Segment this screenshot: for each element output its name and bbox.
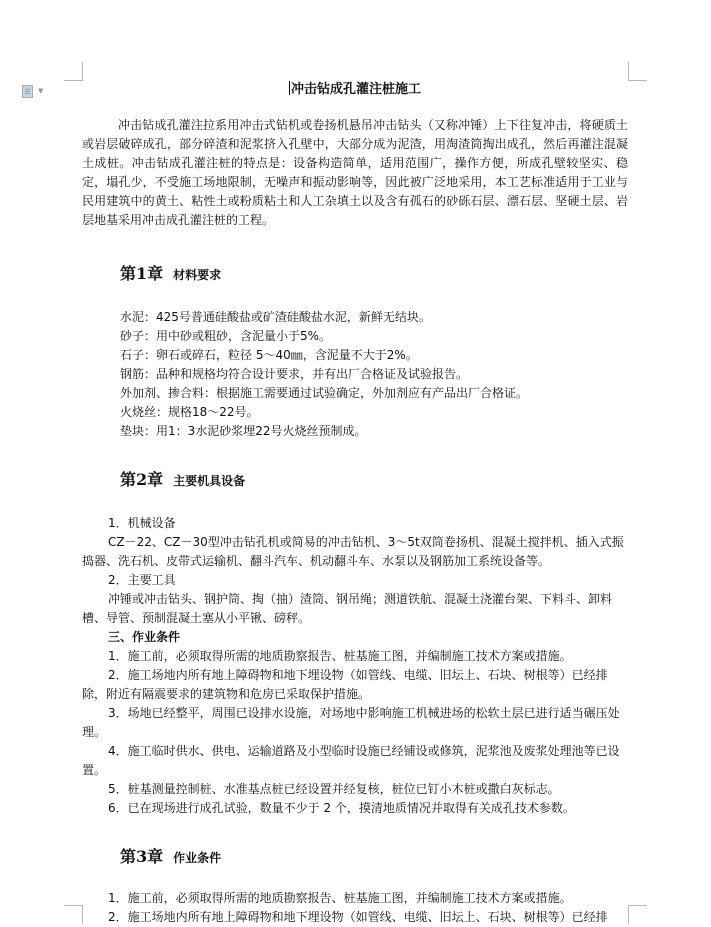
list-item: 火烧丝：规格18～22号。: [120, 405, 259, 419]
page-corner-mark: [64, 905, 83, 924]
list-item: 3．场地已经整平，周围已设排水设施，对场地中影响施工机械进场的松软土层已进行适当碾压处理。: [82, 706, 620, 739]
chevron-down-icon: ▼: [38, 87, 44, 95]
text-cursor: [289, 81, 290, 95]
page-corner-mark: [628, 62, 647, 81]
title-text: 冲击钻成孔灌注桩施工: [290, 82, 421, 97]
list-item: 垫块：用1：3水泥砂浆埋22号火烧丝预制成。: [120, 424, 367, 438]
list-item: 1．施工前，必须取得所需的地质勘察报告、桩基施工图，并编制施工技术方案或措施。: [108, 649, 572, 663]
subheading: 2．主要工具: [108, 573, 176, 587]
list-item: 钢筋：品种和规格均符合设计要求，并有出厂合格证及试验报告。: [120, 367, 469, 381]
chapter-number: 第2章: [120, 470, 164, 489]
list-item: 外加剂、掺合料：根据施工需要通过试验确定，外加剂应有产品出厂合格证。: [120, 386, 529, 400]
chapter-number: 第3章: [120, 847, 164, 866]
page-corner-mark: [628, 905, 647, 924]
document-menu-button[interactable]: [22, 84, 52, 98]
list-item: 6．已在现场进行成孔试验，数量不少于 2 个，摸清地质情况并取得有关成孔技术参数。: [108, 801, 575, 815]
chapter-1-heading: [82, 261, 628, 284]
subheading: 三、作业条件: [108, 630, 181, 644]
materials-list: [82, 308, 628, 441]
list-item: 砂子：用中砂或粗砂，含泥量小于5%。: [120, 329, 332, 343]
list-item: 1．施工前，必须取得所需的地质勘察报告、桩基施工图，并编制施工技术方案或措施。: [108, 891, 572, 905]
list-item: 2．施工场地内所有地上障碍物和地下埋设物（如管线、电缆、旧坛上、石块、树根等）已经排: [108, 910, 608, 924]
list-item: 2．施工场地内所有地上障碍物和地下埋设物（如管线、电缆、旧坛上、石块、树根等）已经排除，附近有隔震要求的建筑物和危房已采取保护措施。: [82, 668, 608, 701]
chapter-2-heading: [82, 467, 628, 490]
list-item: 石子：卵石或碎石，粒径 5～40㎜，含泥量不大于2%。: [120, 348, 418, 362]
list-item: 水泥：425号普通硅酸盐或矿渣硅酸盐水泥，新鲜无结块。: [120, 310, 431, 324]
paragraph: CZ－22、CZ－30型冲击钻孔机或简易的冲击钻机、3～5t双筒卷扬机、混凝土搅拌机、插入式振捣器、洗石机、皮带式运输机、翻斗汽车、机动翻斗车、水泵以及钢筋加工系统设备等。: [82, 535, 624, 568]
document-title: [82, 80, 628, 100]
list-item: 4．施工临时供水、供电、运输道路及小型临时设施已经铺设或修筑，泥浆池及废浆处理池等已设置。: [82, 744, 620, 777]
document-icon: [22, 85, 33, 98]
chapter-name: 材料要求: [173, 268, 222, 282]
work-conditions-list: [82, 889, 628, 927]
subheading: 1．机械设备: [108, 516, 176, 530]
list-item: 5．桩基测量控制桩、水准基点桩已经设置并经复核，桩位已钉小木桩或撒白灰标志。: [108, 782, 560, 796]
page-corner-mark: [64, 62, 83, 81]
equipment-section: [82, 514, 628, 818]
document-body[interactable]: [82, 80, 628, 927]
chapter-name: 主要机具设备: [173, 474, 246, 488]
chapter-name: 作业条件: [173, 851, 222, 865]
intro-paragraph: 冲击钻成孔灌注拉系用冲击式钻机或卷扬机悬吊冲击钻头（又称冲锤）上下往复冲击，将硬质土或岩层破碎成孔，部分碎渣和泥浆挤入孔壁中，大部分成为泥渣，用淘渣筒掏出成孔，然后再灌注混凝土成桩。冲击钻成孔灌注桩的特点是：设备构造简单，适用范围广，操作方便，所成孔壁较坚实、稳定，塌孔少，不受施工场地限制，无噪声和振动影响等，因此被广泛地采用，本工艺标准适用于工业与民用建筑中的黄土、粘性土或粉质粘土和人工杂填土以及含有孤石的砂砾石层、漂石层、坚硬土层、岩层地基采用冲击成孔灌注桩的工程。: [82, 118, 628, 227]
paragraph: 冲锤或冲击钻头、钢护筒、掏（抽）渣筒、钢吊绳；测道铁航、混凝土浇灌台架、下料斗、卸料槽、导管、预制混凝土塞从小平锹、磅秤。: [82, 592, 613, 625]
chapter-3-heading: [82, 844, 628, 867]
chapter-number: 第1章: [120, 264, 164, 283]
